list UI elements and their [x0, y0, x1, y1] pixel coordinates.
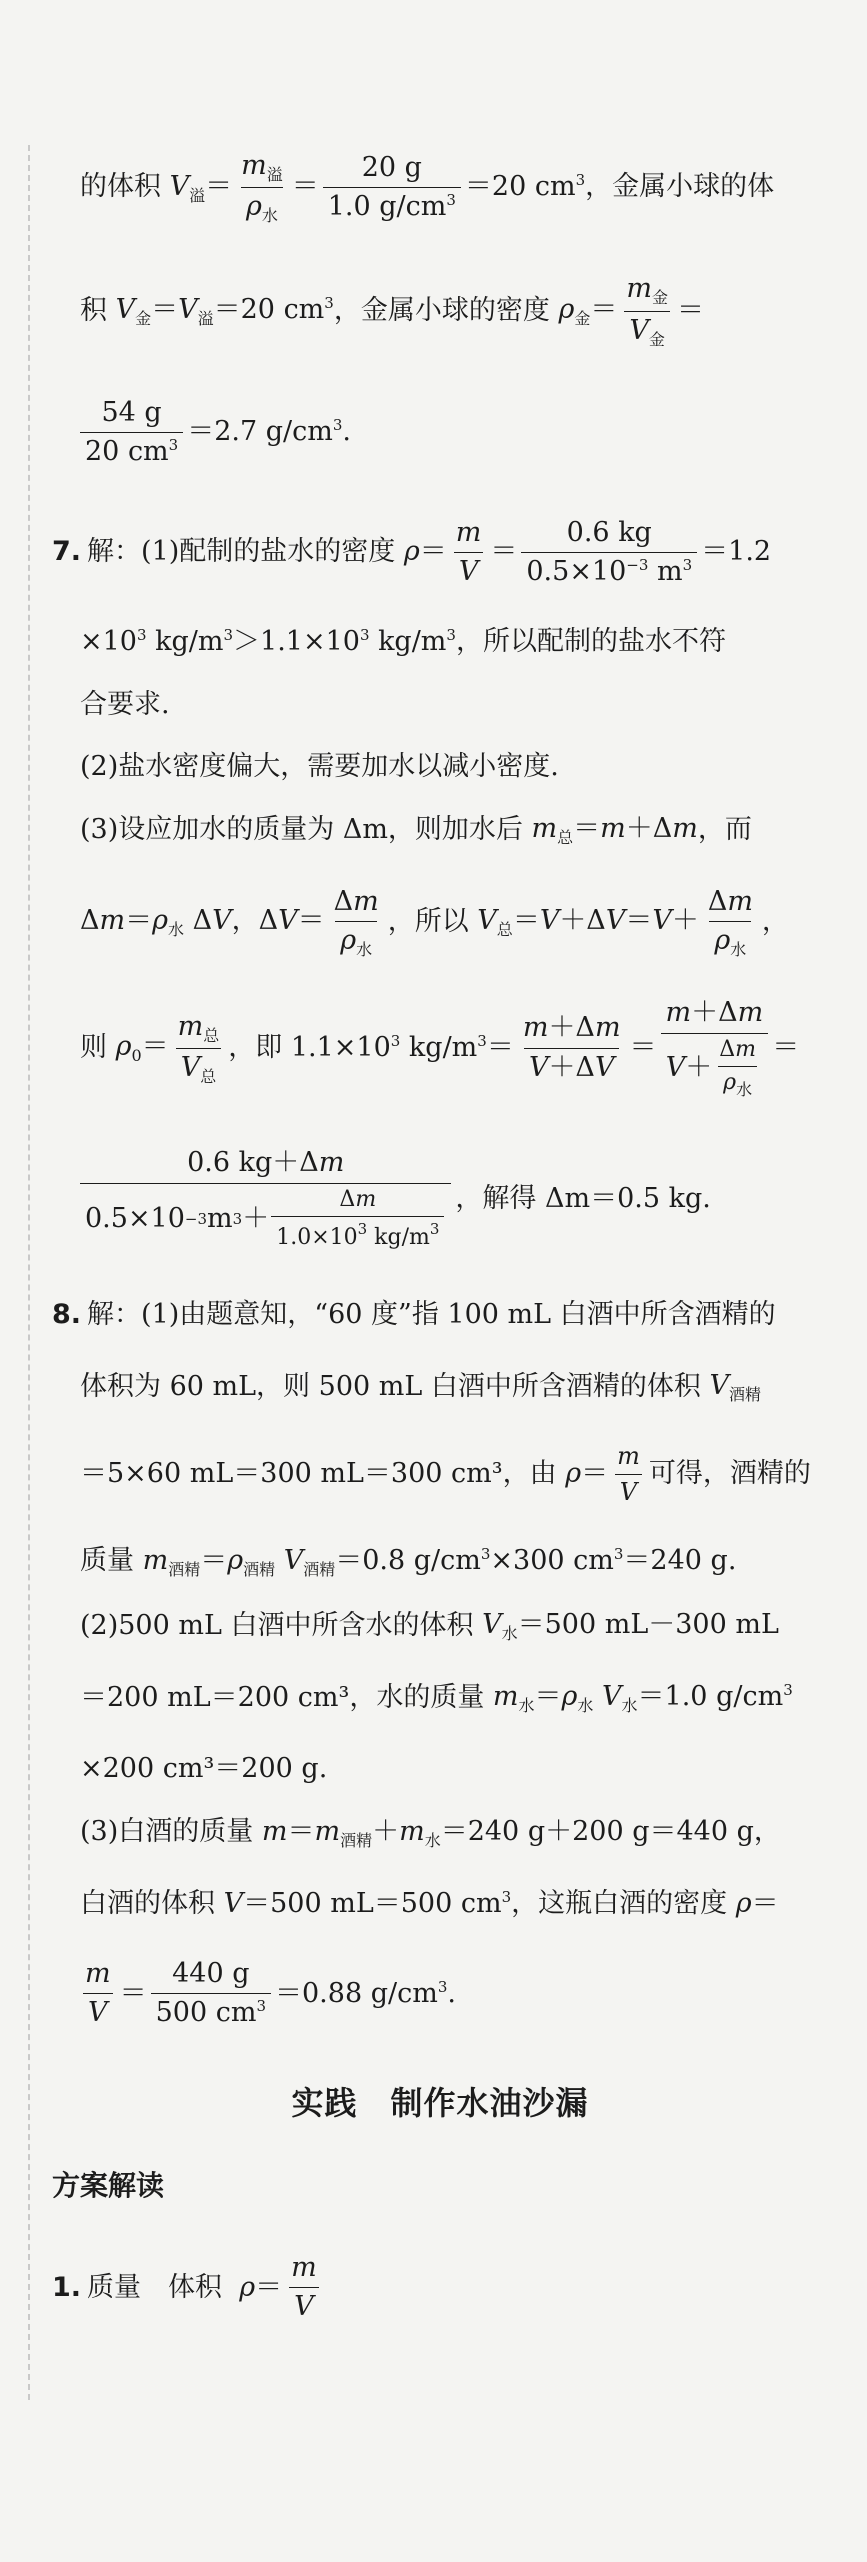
q7-line-5: (3)设应加水的质量为 Δm，则加水后 $m_总=m+\Delta m$ ，而 — [80, 813, 752, 848]
q8-line-9: 白酒的体积 V＝500 mL＝500 $cm^3$ ，这瓶白酒的密度 ρ＝ — [80, 1887, 779, 1919]
line-volume-overflow: 的体积 $V_溢=$ $\frac{m_溢}{\rho_水}$ ＝ $\frac{20 g}{1.0 g/cm^3}$ ＝20 $cm^3$ ，金属小球的体 — [80, 150, 775, 226]
sub-title: 方案解读 — [52, 2168, 165, 2202]
q7-line-2: $\times 10^3$ $kg/m^3>1.1\times 10^3$ $kg/m^3$ ，所以配制的盐水不符 — [80, 626, 726, 658]
q7-line-6: $\Delta m=\rho_水$ ΔV，ΔV＝ $\frac{\Delta m}{\rho_水}$ ，所以 $V_总=V+\Delta V=V+$ $\frac{\Delta m}{\rho_水}$ ， — [80, 885, 789, 960]
q8-line-7: ×200 cm³＝200 g. — [80, 1753, 328, 1785]
q8-line-6: ＝200 mL＝200 cm³，水的质量 $m_水=\rho_水$ $V_水=1.0$ $g/cm^3$ — [80, 1680, 793, 1715]
q7-line-7: 则 $\rho_0=$ $\frac{m_总}{V_总}$ ，即 $1.1\times 10^3$ $kg/m^3=$ $\frac{m+\Delta m}{V+\Delta V}$ ＝ m＋Δm V ＋ $\frac{\Delta m}{\rho_水}$ ＝ — [80, 997, 800, 1100]
q8-line-8: (3)白酒的质量 $m=m_{酒精}+m_水=240$ g＋200 g＝440 g， — [80, 1815, 781, 1850]
q7-line-4: (2)盐水密度偏大，需要加水以减小密度. — [80, 751, 559, 783]
q7-line-1: 7. 解：(1)配制的盐水的密度 ρ＝ $\frac{m}{V}$ ＝ $\frac{0.6 kg}{0.5\times 10^{-3} m^3}$ ＝1.2 — [52, 516, 772, 587]
q7-line-3: 合要求. — [80, 688, 170, 720]
dashed-margin — [28, 145, 30, 2400]
q8-line-4: 质量 $m_{酒精}=\rho_{酒精}$ $V_{酒精}=0.8$ $g/cm^3\times 300$ $cm^3=240$ g. — [80, 1544, 737, 1579]
q8-line-3: ＝5×60 mL＝300 mL＝300 cm³，由 ρ＝ $\frac{m}{V}$ 可得，酒精的 — [80, 1441, 811, 1506]
content — [52, 150, 820, 2324]
q8-line-5: (2)500 mL 白酒中所含水的体积 $V_水=500$ mL－300 mL — [80, 1608, 779, 1643]
answer-1-line: 1. 质量 体积 ρ＝ $\frac{m}{V}$ — [52, 2251, 317, 2323]
q8-line-10: $\frac{m}{V}$ ＝ $\frac{440 g}{500 cm^3}$ ＝0.88 $g/cm^3$. — [85, 1958, 456, 2029]
section-title: 实践 制作水油沙漏 — [291, 2083, 589, 2122]
line-gold-density: 积 $V_金=V_溢=20$ $cm^3$ ，金属小球的密度 $\rho_金=$ $\frac{m_金}{V_金}$ ＝ — [80, 273, 704, 349]
line-gold-result: $\frac{54 g}{20 cm^3}$ ＝2.7 $g/cm^3$. — [80, 397, 820, 469]
q8-line-1: 8. 解：(1)由题意知，“60 度”指 100 mL 白酒中所含酒精的 — [52, 1299, 776, 1331]
q8-line-2: 体积为 60 mL，则 500 mL 白酒中所含酒精的体积 $V_{酒精}$ — [80, 1369, 761, 1404]
q7-line-8: 0.6 kg＋Δm 0.5×10 −3 m 3 ＋ $\frac{\Delta m}{1.0\times 10^3 kg/m^3}$ ，解得 Δm＝0.5 kg. — [80, 1147, 820, 1251]
